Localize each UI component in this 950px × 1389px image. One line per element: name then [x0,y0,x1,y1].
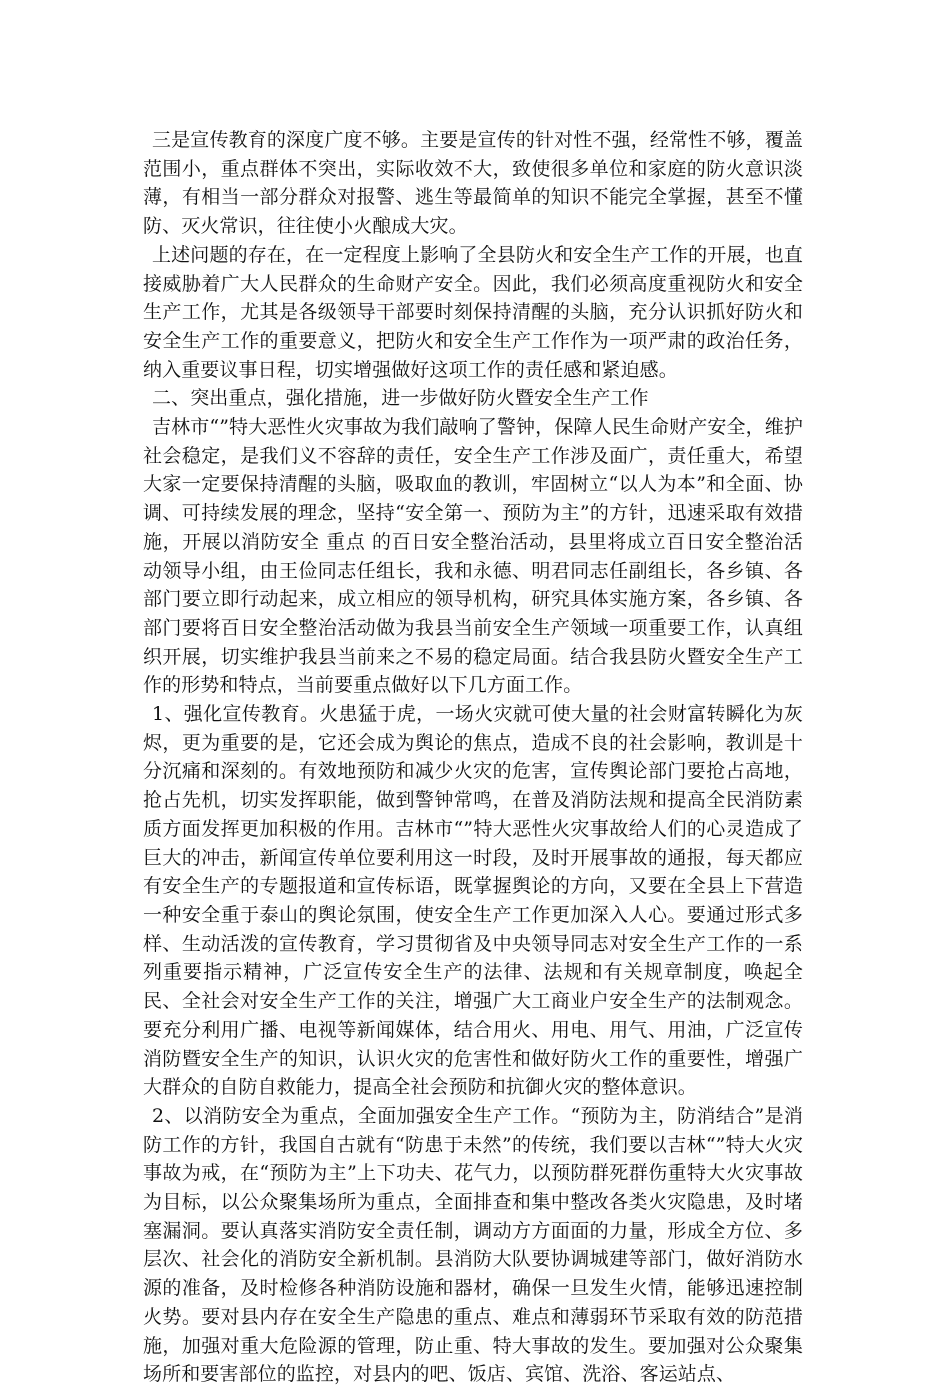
paragraph-4: 1、强化宣传教育。火患猛于虎，一场火灾就可使大量的社会财富转瞬化为灰烬，更为重要的是，它还会成为舆论的焦点，造成不良的社会影响，教训是十分沉痛和深刻的。有效地预防和减少火灾的危害，宣传舆论部门要抢占高地，抢占先机，切实发挥职能，做到警钟常鸣，在普及消防法规和提高全民消防素质方面发挥更加积极的作用。吉林市“”特大恶性火灾事故给人们的心灵造成了巨大的冲击，新闻宣传单位要利用这一时段，及时开展事故的通报，每天都应有安全生产的专题报道和宣传标语，既掌握舆论的方向，又要在全县上下营造一种安全重于泰山的舆论氛围，使安全生产工作更加深入人心。要通过形式多样、生动活泼的宣传教育，学习贯彻省及中央领导同志对安全生产工作的一系列重要指示精神，广泛宣传安全生产的法律、法规和有关规章制度，唤起全民、全社会对安全生产工作的关注，增强广大工商业户安全生产的法制观念。要充分利用广播、电视等新闻媒体，结合用火、用电、用气、用油，广泛宣传消防暨安全生产的知识，认识火灾的危害性和做好防火工作的重要性，增强广大群众的自防自救能力，提高全社会预防和抗御火灾的整体意识。 [143,703,803,1099]
section-heading: 二、突出重点，强化措施，进一步做好防火暨安全生产工作 [152,387,649,410]
paragraph-2: 上述问题的存在，在一定程度上影响了全县防火和安全生产工作的开展，也直接威胁着广大人民群众的生命财产安全。因此，我们必须高度重视防火和安全生产工作，尤其是各级领导干部要时刻保持清醒的头脑，充分认识抓好防火和安全生产工作的重要意义，把防火和安全生产工作作为一项严肃的政治任务，纳入重要议事日程，切实增强做好这项工作的责任感和紧迫感。 [143,243,803,381]
paragraph-5: 2、以消防安全为重点，全面加强安全生产工作。“预防为主，防消结合”是消防工作的方针，我国自古就有“防患于未然”的传统，我们要以吉林“”特大火灾事故为戒，在“预防为主”上下功夫、花气力，以预防群死群伤重特大火灾事故为目标，以公众聚集场所为重点，全面排查和集中整改各类火灾隐患，及时堵塞漏洞。要认真落实消防安全责任制，调动方方面面的力量，形成全方位、多层次、社会化的消防安全新机制。县消防大队要协调城建等部门，做好消防水源的准备，及时检修各种消防设施和器材，确保一旦发生火情，能够迅速控制火势。要对县内存在安全生产隐患的重点、难点和薄弱环节采取有效的防范措施，加强对重大危险源的管理，防止重、特大事故的发生。要加强对公众聚集场所和要害部位的监控，对县内的吧、饭店、宾馆、洗浴、客运站点、 [143,1104,803,1386]
paragraph-3: 吉林市“”特大恶性火灾事故为我们敲响了警钟，保障人民生命财产安全，维护社会稳定，是我们义不容辞的责任，安全生产工作涉及面广，责任重大，希望大家一定要保持清醒的头脑，吸取血的教训，牢固树立“以人为本”和全面、协调、可持续发展的理念，坚持“安全第一、预防为主”的方针，迅速采取有效措施，开展以消防安全 重点 的百日安全整治活动，县里将成立百日安全整治活动领导小组，由王俭同志任组长，我和永德、明君同志任副组长，各乡镇、各部门要立即行动起来，成立相应的领导机构，研究具体实施方案，各乡镇、各部门要将百日安全整治活动做为我县当前安全生产领域一项重要工作，认真组织开展，切实维护我县当前来之不易的稳定局面。结合我县防火暨安全生产工作的形势和特点，当前要重点做好以下几方面工作。 [143,416,803,697]
document-body [143,126,803,1389]
paragraph-1: 三是宣传教育的深度广度不够。主要是宣传的针对性不强，经常性不够，覆盖范围小，重点群体不突出，实际收效不大，致使很多单位和家庭的防火意识淡薄，有相当一部分群众对报警、逃生等最简单的知识不能完全掌握，甚至不懂防、灭火常识，往往使小火酿成大灾。 [143,129,803,238]
